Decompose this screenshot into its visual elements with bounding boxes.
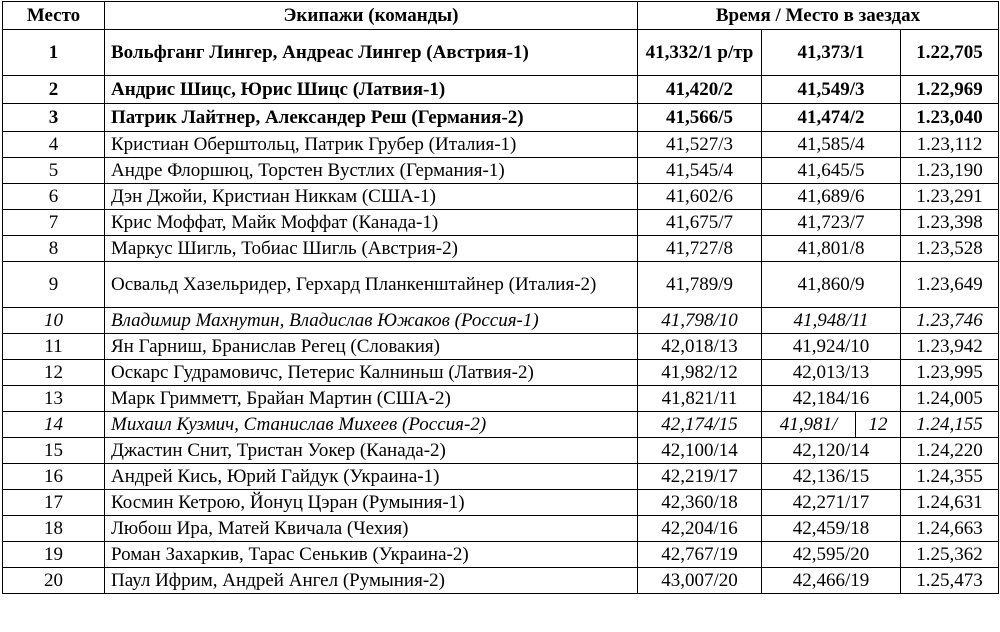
crew-cell: Михаил Кузмич, Станислав Михеев (Россия-2) xyxy=(105,412,638,438)
total-cell: 1.24,005 xyxy=(901,386,999,412)
run1-cell: 42,100/14 xyxy=(638,438,762,464)
place-cell: 6 xyxy=(3,184,105,210)
run1-cell: 42,219/17 xyxy=(638,464,762,490)
total-cell: 1.24,155 xyxy=(901,412,999,438)
table-row xyxy=(3,386,999,412)
place-cell: 7 xyxy=(3,210,105,236)
run2-cell: 42,013/13 xyxy=(762,360,901,386)
crew-cell: Крис Моффат, Майк Моффат (Канада-1) xyxy=(105,210,638,236)
crew-cell: Роман Захаркив, Тарас Сенькив (Украина-2) xyxy=(105,542,638,568)
run2-cell: 42,595/20 xyxy=(762,542,901,568)
place-cell: 4 xyxy=(3,132,105,158)
run1-cell: 41,798/10 xyxy=(638,308,762,334)
place-cell: 2 xyxy=(3,76,105,104)
table-row xyxy=(3,438,999,464)
place-cell: 1 xyxy=(3,30,105,76)
table-row xyxy=(3,132,999,158)
table-row xyxy=(3,464,999,490)
run2-cell: 42,466/19 xyxy=(762,568,901,594)
run1-cell: 42,767/19 xyxy=(638,542,762,568)
run2-cell: 41,924/10 xyxy=(762,334,901,360)
crew-cell: Андрис Шицс, Юрис Шицс (Латвия-1) xyxy=(105,76,638,104)
place-cell: 9 xyxy=(3,262,105,308)
run1-cell: 42,360/18 xyxy=(638,490,762,516)
crew-cell: Андрей Кись, Юрий Гайдук (Украина-1) xyxy=(105,464,638,490)
run1-cell: 41,982/12 xyxy=(638,360,762,386)
total-cell: 1.22,705 xyxy=(901,30,999,76)
run1-cell: 42,204/16 xyxy=(638,516,762,542)
place-cell: 11 xyxy=(3,334,105,360)
total-cell: 1.24,631 xyxy=(901,490,999,516)
table-row xyxy=(3,542,999,568)
total-cell: 1.23,995 xyxy=(901,360,999,386)
run1-cell: 41,545/4 xyxy=(638,158,762,184)
table-row xyxy=(3,568,999,594)
run1-cell: 41,602/6 xyxy=(638,184,762,210)
total-cell: 1.25,362 xyxy=(901,542,999,568)
run1-cell: 41,675/7 xyxy=(638,210,762,236)
table-row xyxy=(3,236,999,262)
run2-cell: 42,459/18 xyxy=(762,516,901,542)
place-cell: 20 xyxy=(3,568,105,594)
table-row xyxy=(3,158,999,184)
run2-cell: 41,801/8 xyxy=(762,236,901,262)
place-cell: 17 xyxy=(3,490,105,516)
run1-cell: 42,174/15 xyxy=(638,412,762,438)
crew-cell: Кристиан Оберштольц, Патрик Грубер (Италия-1) xyxy=(105,132,638,158)
table-row xyxy=(3,30,999,76)
run1-cell: 41,821/11 xyxy=(638,386,762,412)
run1-cell: 41,789/9 xyxy=(638,262,762,308)
run2-cell: 41,474/2 xyxy=(762,104,901,132)
table-row xyxy=(3,262,999,308)
table-row xyxy=(3,412,999,438)
crew-cell: Дэн Джойи, Кристиан Никкам (США-1) xyxy=(105,184,638,210)
run2-place-cell: 12 xyxy=(856,412,901,438)
run2-cell: 41,549/3 xyxy=(762,76,901,104)
results-table xyxy=(2,1,999,594)
total-cell: 1.23,528 xyxy=(901,236,999,262)
place-cell: 8 xyxy=(3,236,105,262)
header-row xyxy=(3,2,999,30)
table-row xyxy=(3,516,999,542)
crew-cell: Патрик Лайтнер, Александер Реш (Германия-2) xyxy=(105,104,638,132)
crew-cell: Андре Флоршюц, Торстен Вустлих (Германия-1) xyxy=(105,158,638,184)
header-time: Время / Место в заездах xyxy=(638,2,999,30)
place-cell: 15 xyxy=(3,438,105,464)
run1-cell: 42,018/13 xyxy=(638,334,762,360)
table-row xyxy=(3,360,999,386)
table-row xyxy=(3,184,999,210)
table-row xyxy=(3,76,999,104)
run2-cell: 41,373/1 xyxy=(762,30,901,76)
crew-cell: Космин Кетрою, Йонуц Цэран (Румыния-1) xyxy=(105,490,638,516)
run2-cell: 41,723/7 xyxy=(762,210,901,236)
run1-cell: 41,727/8 xyxy=(638,236,762,262)
run2-cell: 41,860/9 xyxy=(762,262,901,308)
run2-cell: 41,948/11 xyxy=(762,308,901,334)
crew-cell: Ян Гарниш, Бранислав Регец (Словакия) xyxy=(105,334,638,360)
total-cell: 1.23,942 xyxy=(901,334,999,360)
table-row xyxy=(3,308,999,334)
total-cell: 1.24,355 xyxy=(901,464,999,490)
place-cell: 19 xyxy=(3,542,105,568)
place-cell: 5 xyxy=(3,158,105,184)
crew-cell: Маркус Шигль, Тобиас Шигль (Австрия-2) xyxy=(105,236,638,262)
run1-cell: 43,007/20 xyxy=(638,568,762,594)
crew-cell: Джастин Снит, Тристан Уокер (Канада-2) xyxy=(105,438,638,464)
table-row xyxy=(3,104,999,132)
run2-cell: 41,689/6 xyxy=(762,184,901,210)
place-cell: 18 xyxy=(3,516,105,542)
run1-cell: 41,527/3 xyxy=(638,132,762,158)
total-cell: 1.23,746 xyxy=(901,308,999,334)
place-cell: 16 xyxy=(3,464,105,490)
run1-cell: 41,566/5 xyxy=(638,104,762,132)
crew-cell: Любош Ира, Матей Квичала (Чехия) xyxy=(105,516,638,542)
run2-cell: 42,120/14 xyxy=(762,438,901,464)
table-row xyxy=(3,210,999,236)
total-cell: 1.23,040 xyxy=(901,104,999,132)
place-cell: 3 xyxy=(3,104,105,132)
total-cell: 1.23,398 xyxy=(901,210,999,236)
run2-cell: 42,271/17 xyxy=(762,490,901,516)
table-row xyxy=(3,490,999,516)
run2-cell: 42,184/16 xyxy=(762,386,901,412)
crew-cell: Освальд Хазельридер, Герхард Планкенштайнер (Италия-2) xyxy=(105,262,638,308)
place-cell: 12 xyxy=(3,360,105,386)
place-cell: 13 xyxy=(3,386,105,412)
run2-cell: 41,645/5 xyxy=(762,158,901,184)
crew-cell: Марк Гримметт, Брайан Мартин (США-2) xyxy=(105,386,638,412)
header-place: Место xyxy=(3,2,105,30)
total-cell: 1.23,112 xyxy=(901,132,999,158)
total-cell: 1.23,190 xyxy=(901,158,999,184)
run1-cell: 41,420/2 xyxy=(638,76,762,104)
total-cell: 1.23,291 xyxy=(901,184,999,210)
place-cell: 10 xyxy=(3,308,105,334)
run1-cell: 41,332/1 р/тр xyxy=(638,30,762,76)
total-cell: 1.24,663 xyxy=(901,516,999,542)
table-row xyxy=(3,334,999,360)
run2-cell: 42,136/15 xyxy=(762,464,901,490)
run2-cell: 41,585/4 xyxy=(762,132,901,158)
header-crews: Экипажи (команды) xyxy=(105,2,638,30)
run2-time-cell: 41,981/ xyxy=(762,412,856,438)
total-cell: 1.23,649 xyxy=(901,262,999,308)
place-cell: 14 xyxy=(3,412,105,438)
total-cell: 1.24,220 xyxy=(901,438,999,464)
crew-cell: Оскарс Гудрамовичс, Петерис Калниньш (Латвия-2) xyxy=(105,360,638,386)
crew-cell: Владимир Махнутин, Владислав Южаков (Россия-1) xyxy=(105,308,638,334)
crew-cell: Вольфганг Лингер, Андреас Лингер (Австрия-1) xyxy=(105,30,638,76)
total-cell: 1.22,969 xyxy=(901,76,999,104)
total-cell: 1.25,473 xyxy=(901,568,999,594)
crew-cell: Паул Ифрим, Андрей Ангел (Румыния-2) xyxy=(105,568,638,594)
